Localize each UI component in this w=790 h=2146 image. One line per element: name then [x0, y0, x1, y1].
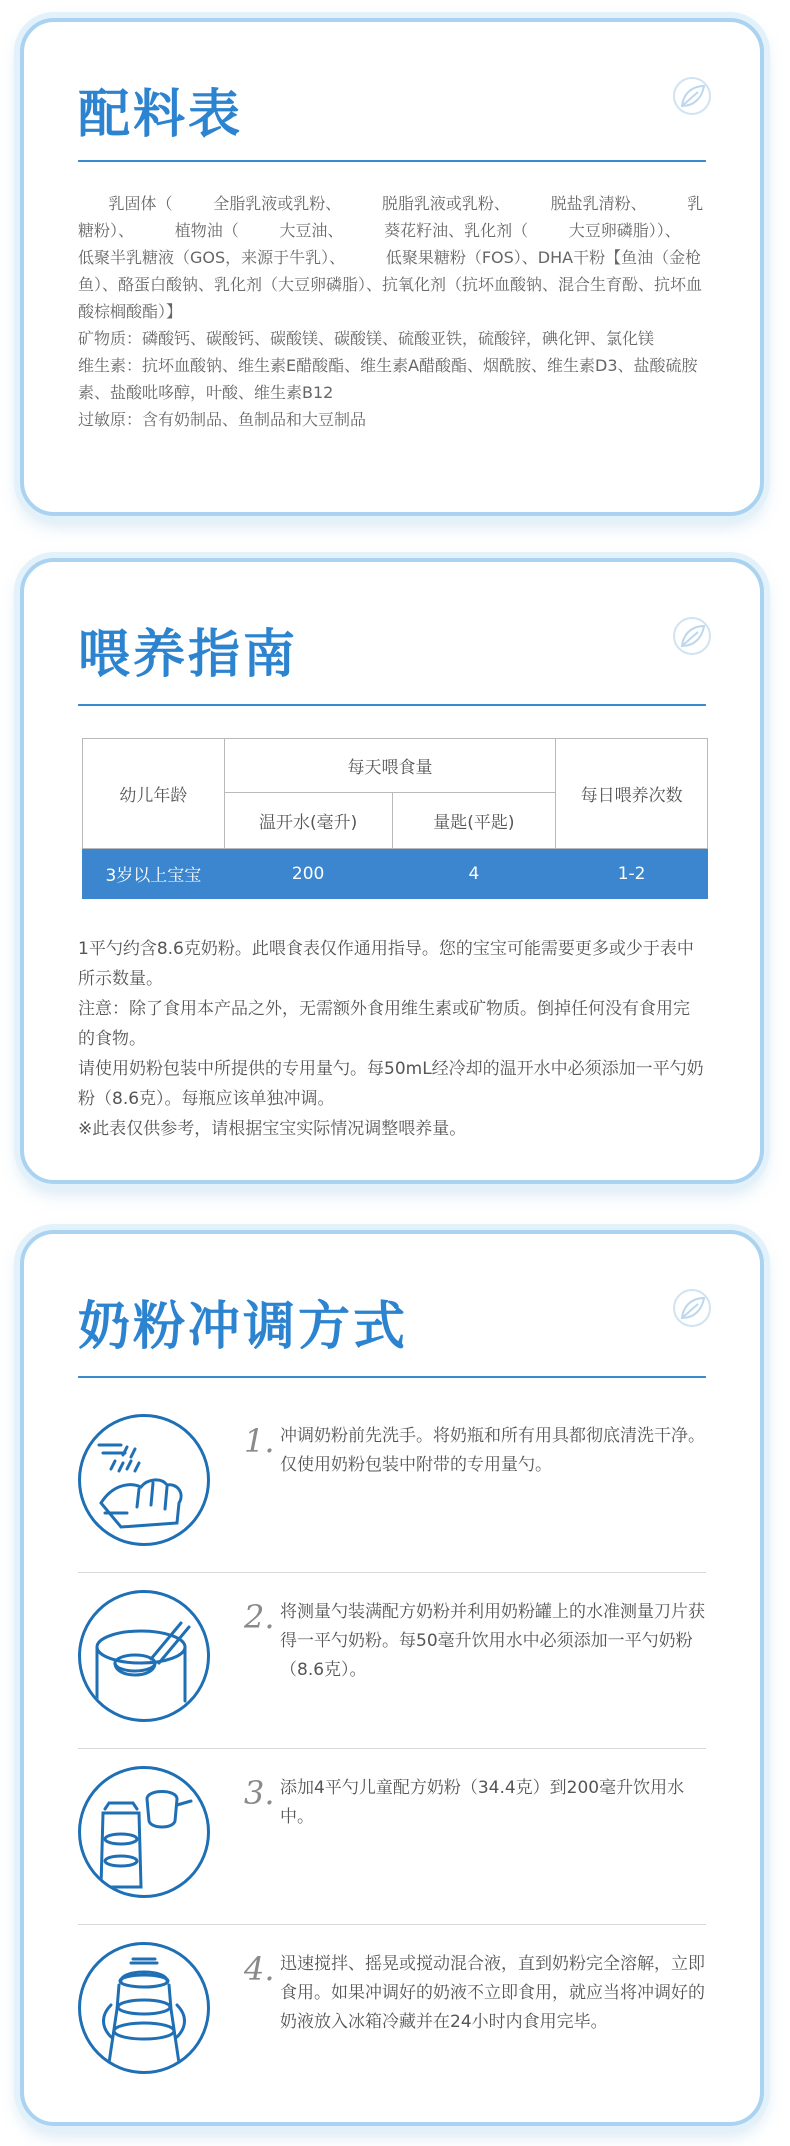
- water-cell: 200: [224, 849, 392, 899]
- prep-card: [20, 1230, 764, 2126]
- step-text: 冲调奶粉前先洗手。将奶瓶和所有用具都彻底清洗干净。仅使用奶粉包装中附带的专用量勺。: [280, 1426, 705, 1475]
- title-divider: [78, 1376, 706, 1378]
- scoop-leveling-icon: [78, 1590, 210, 1722]
- times-header: 每日喂养次数: [556, 739, 708, 849]
- title-divider: [78, 160, 706, 162]
- scoop-cell: 4: [392, 849, 556, 899]
- ingredients-card: [20, 18, 764, 516]
- note-reference: ※此表仅供参考，请根据宝宝实际情况调整喂养量。: [78, 1119, 467, 1139]
- ingredients-minerals: 矿物质：磷酸钙、碳酸钙、碳酸镁、碳酸镁、硫酸亚铁，硫酸锌，碘化钾、氯化镁: [78, 329, 655, 348]
- step-number: 4.: [244, 1950, 275, 1988]
- times-cell: 1-2: [556, 849, 708, 899]
- bottle-shake-icon: [78, 1942, 210, 2074]
- step-number: 1.: [244, 1422, 275, 1460]
- ingredients-title: 配料表: [78, 85, 244, 145]
- prep-title: 奶粉冲调方式: [78, 1297, 409, 1357]
- step-divider: [78, 1748, 706, 1749]
- step-divider: [78, 1924, 706, 1925]
- hand-washing-icon: [78, 1414, 210, 1546]
- feeding-card: [20, 558, 764, 1184]
- step-text: 添加4平勺儿童配方奶粉（34.4克）到200毫升饮用水中。: [280, 1778, 685, 1827]
- add-powder-icon: [78, 1766, 210, 1898]
- note-scoop: 1平勺约含8.6克奶粉。此喂食表仅作通用指导。您的宝宝可能需要更多或少于表中所示数量。: [78, 939, 694, 989]
- step-text: 将测量勺装满配方奶粉并利用奶粉罐上的水准测量刀片获得一平勺奶粉。每50毫升饮用水中必须添加一平勺奶粉（8.6克）。: [280, 1602, 705, 1680]
- title-divider: [78, 704, 706, 706]
- table-row: [83, 849, 708, 899]
- ingredients-text: [78, 190, 722, 433]
- step-4: [78, 1930, 706, 2096]
- age-cell: 3岁以上宝宝: [83, 849, 225, 899]
- leaf-icon: [672, 616, 712, 656]
- step-3: [78, 1754, 706, 1920]
- step-number: 3.: [244, 1774, 275, 1812]
- daily-amount-header: 每天喂食量: [224, 739, 555, 793]
- note-attention: 注意：除了食用本产品之外，无需额外食用维生素或矿物质。倒掉任何没有食用完的食物。: [78, 999, 690, 1049]
- feeding-table: [82, 738, 708, 899]
- feeding-title: 喂养指南: [78, 625, 299, 685]
- age-header: 幼儿年龄: [83, 739, 225, 849]
- step-number: 2.: [244, 1598, 275, 1636]
- ingredients-allergens: 过敏原：含有奶制品、鱼制品和大豆制品: [78, 410, 367, 429]
- feeding-notes: [78, 934, 706, 1144]
- step-text: 迅速搅拌、摇晃或搅动混合液，直到奶粉完全溶解，立即食用。如果冲调好的奶液不立即食用，就应当将冲调好的奶液放入冰箱冷藏并在24小时内食用完毕。: [280, 1954, 705, 2032]
- step-2: [78, 1578, 706, 1744]
- step-divider: [78, 1572, 706, 1573]
- ingredients-main: 乳固体（ 全脂乳液或乳粉、 脱脂乳液或乳粉、 脱盐乳清粉、 乳糖粉）、 植物油（ 大豆油、 葵花籽油、乳化剂（ 大豆卵磷脂））、 低聚半乳糖液（GOS，来源于牛乳）、 低聚果糖粉（FOS）、DHA干粉【鱼油（金枪鱼）、酪蛋白酸钠、乳化剂（大豆卵磷脂）、抗氧化剂（抗坏血酸钠、混合生育酚、抗坏血酸棕榈酸酯）】: [78, 194, 722, 321]
- scoop-header: 量匙(平匙): [392, 793, 556, 849]
- leaf-icon: [672, 1288, 712, 1328]
- water-header: 温开水(毫升): [224, 793, 392, 849]
- step-1: [78, 1402, 706, 1568]
- leaf-icon: [672, 76, 712, 116]
- note-dedicated-scoop: 请使用奶粉包装中所提供的专用量勺。每50mL经冷却的温开水中必须添加一平勺奶粉（8.6克）。每瓶应该单独冲调。: [78, 1059, 704, 1109]
- ingredients-vitamins: 维生素：抗坏血酸钠、维生素E醋酸酯、维生素A醋酸酯、烟酰胺、维生素D3、盐酸硫胺素、盐酸吡哆醇，叶酸、维生素B12: [78, 356, 698, 402]
